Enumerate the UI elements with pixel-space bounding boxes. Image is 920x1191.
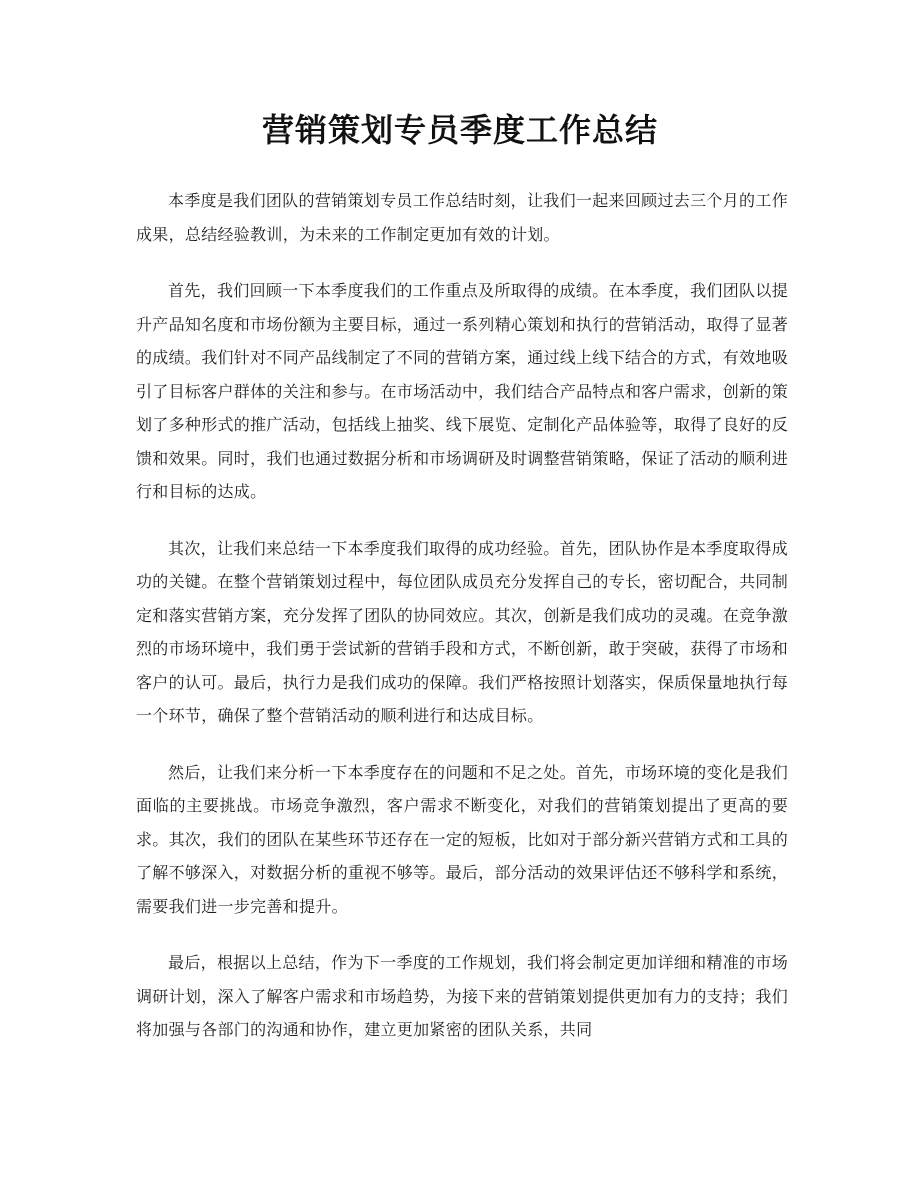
paragraph-problems: 然后，让我们来分析一下本季度存在的问题和不足之处。首先，市场环境的变化是我们面临的主要挑战。市场竞争激烈，客户需求不断变化，对我们的营销策划提出了更高的要求。其次，我们的团队在某些环节还存在一定的短板，比如对于部分新兴营销方式和工具的了解不够深入，对数据分析的重视不够等。最后，部分活动的效果评估还不够科学和系统，需要我们进一步完善和提升。 (136, 762, 789, 916)
paragraph-plan: 最后，根据以上总结，作为下一季度的工作规划，我们将会制定更加详细和精准的市场调研计划，深入了解客户需求和市场趋势，为接下来的营销策划提供更加有力的支持；我们将加强与各部门的沟通和协作，建立更加紧密的团队关系，共同 (136, 953, 789, 1039)
document-body (136, 184, 788, 1070)
paragraph-experience: 其次，让我们来总结一下本季度我们取得的成功经验。首先，团队协作是本季度取得成功的关键。在整个营销策划过程中，每位团队成员充分发挥自己的专长，密切配合，共同制定和落实营销方案，充分发挥了团队的协同效应。其次，创新是我们成功的灵魂。在竞争激烈的市场环境中，我们勇于尝试新的营销手段和方式，不断创新，敢于突破，获得了市场和客户的认可。最后，执行力是我们成功的保障。我们严格按照计划落实，保质保量地执行每一个环节，确保了整个营销活动的顺利进行和达成目标。 (136, 538, 789, 725)
document-title: 营销策划专员季度工作总结 (261, 111, 658, 149)
paragraph-intro: 本季度是我们团队的营销策划专员工作总结时刻，让我们一起来回顾过去三个月的工作成果，总结经验教训，为未来的工作制定更加有效的计划。 (136, 191, 788, 244)
paragraph-achievements: 首先，我们回顾一下本季度我们的工作重点及所取得的成绩。在本季度，我们团队以提升产品知名度和市场份额为主要目标，通过一系列精心策划和执行的营销活动，取得了显著的成绩。我们针对不同产品线制定了不同的营销方案，通过线上线下结合的方式，有效地吸引了目标客户群体的关注和参与。在市场活动中，我们结合产品特点和客户需求，创新的策划了多种形式的推广活动，包括线上抽奖、线下展览、定制化产品体验等，取得了良好的反馈和效果。同时，我们也通过数据分析和市场调研及时调整营销策略，保证了活动的顺利进行和目标的达成。 (136, 281, 789, 501)
